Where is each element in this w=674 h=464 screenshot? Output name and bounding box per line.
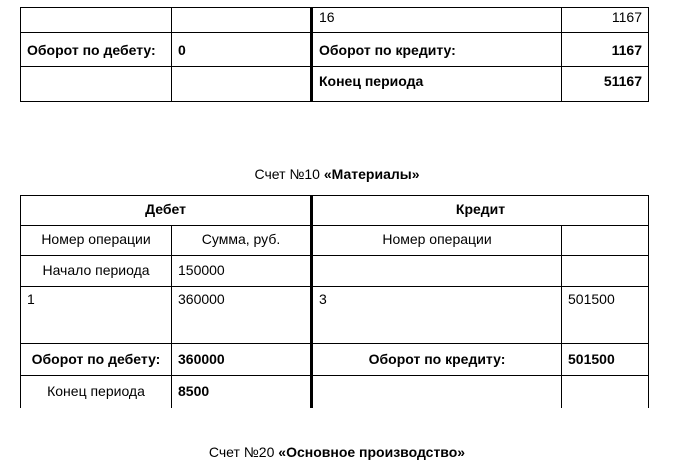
period-start-label: Начало периода bbox=[21, 256, 172, 287]
credit-turnover-label: Оборот по кредиту: bbox=[312, 344, 562, 376]
table-cell bbox=[21, 8, 172, 33]
table-row bbox=[21, 33, 649, 67]
caption-prefix: Счет №20 bbox=[208, 444, 279, 460]
period-end-label: Конец периода bbox=[21, 376, 172, 408]
period-end-value: 51167 bbox=[562, 67, 649, 102]
debit-header: Дебет bbox=[21, 196, 312, 226]
credit-turnover-label: Оборот по кредиту: bbox=[312, 33, 562, 67]
table-cell bbox=[562, 256, 649, 287]
table-cell bbox=[172, 8, 312, 33]
caption-title: «Материалы» bbox=[323, 166, 420, 182]
debit-turnover-label: Оборот по дебету: bbox=[21, 33, 172, 67]
column-header: Сумма, руб. bbox=[172, 226, 312, 256]
operation-amount: 501500 bbox=[562, 287, 649, 344]
account-20-caption bbox=[0, 443, 674, 461]
table-subheader-row bbox=[21, 226, 649, 256]
table-row bbox=[21, 344, 649, 376]
operation-number: 3 bbox=[312, 287, 562, 344]
table-cell bbox=[312, 256, 562, 287]
credit-turnover-value: 501500 bbox=[562, 344, 649, 376]
debit-turnover-value: 360000 bbox=[172, 344, 312, 376]
operation-number: 1 bbox=[21, 287, 172, 344]
table-header-row bbox=[21, 196, 649, 226]
caption-title: «Основное производство» bbox=[278, 444, 466, 460]
column-header: Номер операции bbox=[312, 226, 562, 256]
table-row bbox=[21, 67, 649, 102]
table-row bbox=[21, 256, 649, 287]
period-start-value: 150000 bbox=[172, 256, 312, 287]
caption-prefix: Счет №10 bbox=[254, 166, 324, 182]
table-cell bbox=[562, 376, 649, 408]
table-row bbox=[21, 8, 649, 33]
account-10-caption bbox=[0, 165, 674, 183]
table-row bbox=[21, 376, 649, 408]
operation-amount: 360000 bbox=[172, 287, 312, 344]
credit-header: Кредит bbox=[312, 196, 649, 226]
table-row bbox=[21, 287, 649, 344]
period-end-value: 8500 bbox=[172, 376, 312, 408]
column-header bbox=[562, 226, 649, 256]
column-header: Номер операции bbox=[21, 226, 172, 256]
debit-turnover-value: 0 bbox=[172, 33, 312, 67]
table-cell bbox=[172, 67, 312, 102]
debit-turnover-label: Оборот по дебету: bbox=[21, 344, 172, 376]
account-10-table bbox=[20, 195, 649, 408]
credit-turnover-value: 1167 bbox=[562, 33, 649, 67]
table-cell: 16 bbox=[312, 8, 562, 33]
table-cell bbox=[312, 376, 562, 408]
table-cell: 1167 bbox=[562, 8, 649, 33]
account-table-partial bbox=[20, 7, 649, 102]
period-end-label: Конец периода bbox=[312, 67, 562, 102]
table-cell bbox=[21, 67, 172, 102]
